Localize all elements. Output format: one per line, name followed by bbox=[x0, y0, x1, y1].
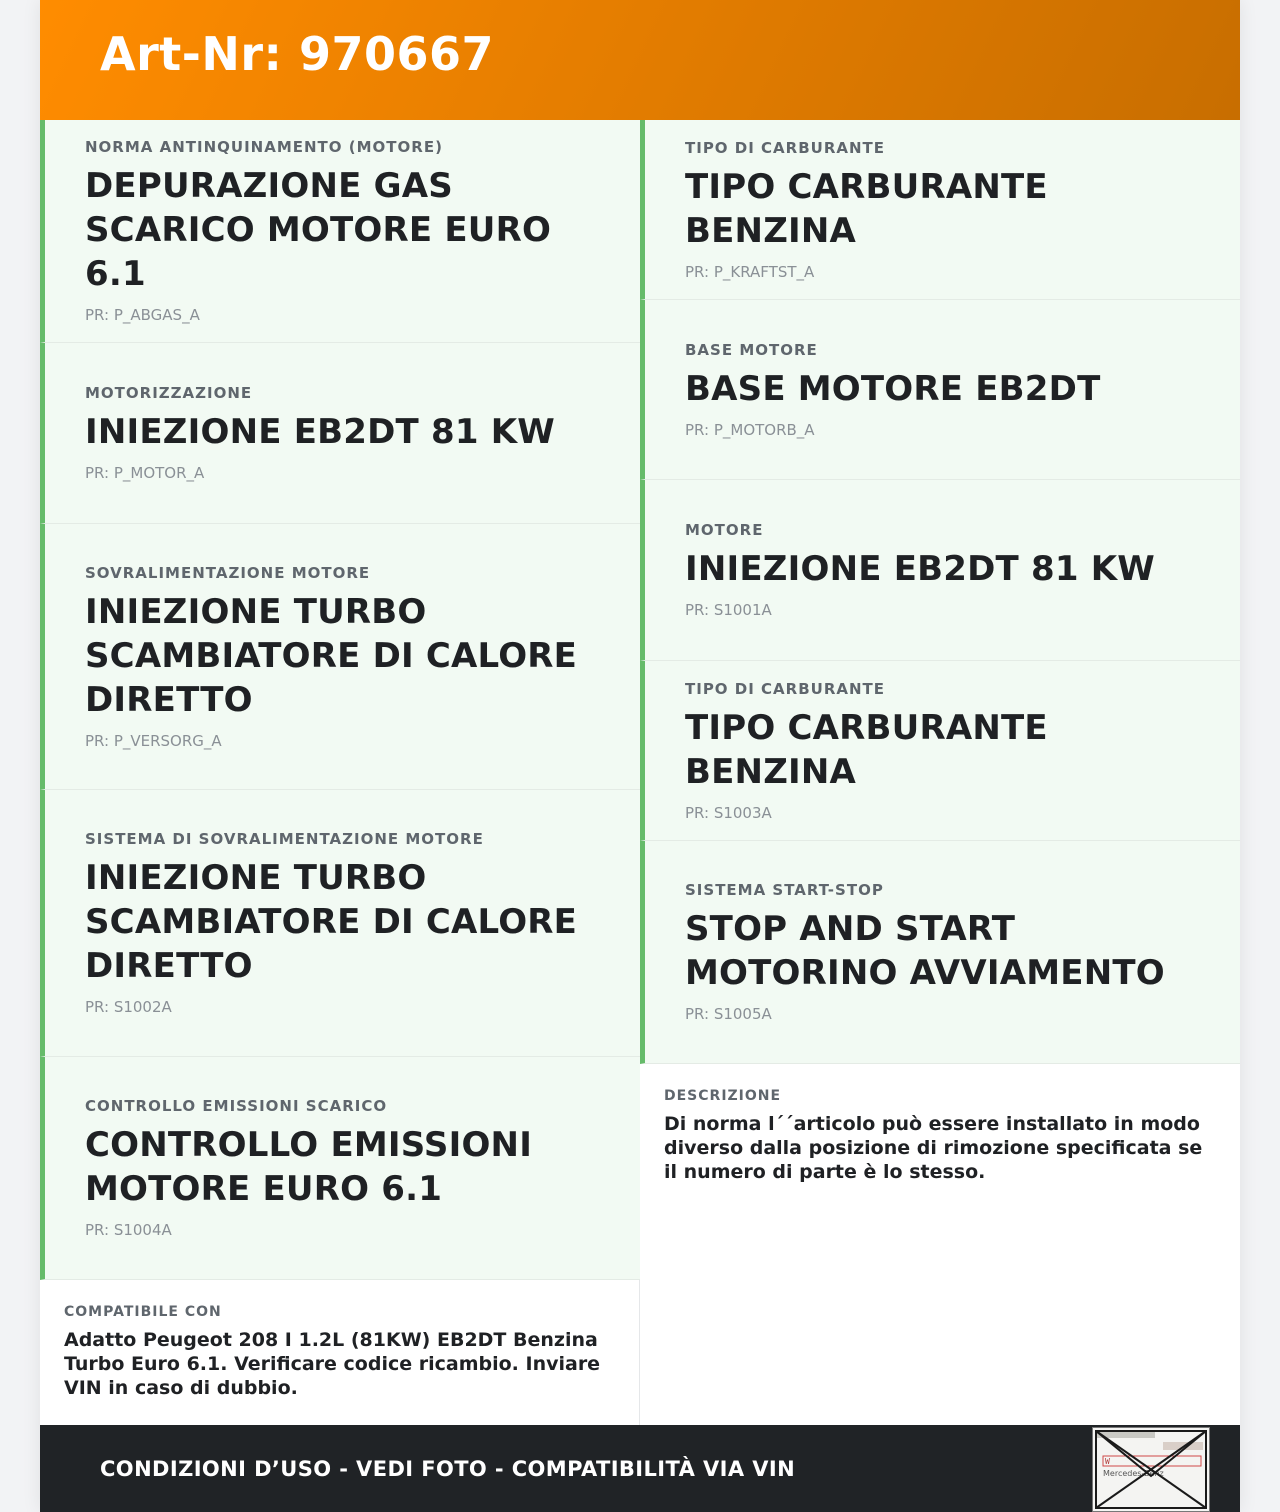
thumb-brand-text: Mercedes-Benz bbox=[1103, 1469, 1164, 1478]
spec-card bbox=[40, 524, 640, 790]
spec-value: STOP AND START MOTORINO AVVIAMENTO bbox=[685, 909, 1165, 993]
spec-code: PR: P_KRAFTST_A bbox=[685, 262, 815, 281]
spec-label: TIPO DI CARBURANTE bbox=[685, 138, 886, 157]
spec-code: PR: S1005A bbox=[685, 1005, 772, 1023]
right-column bbox=[640, 120, 1240, 1425]
spec-code: PR: S1002A bbox=[85, 998, 172, 1016]
footer-bar bbox=[40, 1425, 1240, 1512]
spec-code: PR: S1003A bbox=[685, 803, 772, 822]
spec-code: PR: P_VERSORG_A bbox=[85, 731, 222, 750]
compatible-label: COMPATIBILE CON bbox=[64, 1304, 222, 1320]
spec-card bbox=[40, 790, 640, 1057]
spec-card bbox=[640, 120, 1240, 300]
spec-card bbox=[640, 841, 1240, 1064]
spec-value: CONTROLLO EMISSIONI MOTORE EURO 6.1 bbox=[85, 1125, 533, 1209]
spec-code: PR: P_MOTOR_A bbox=[85, 464, 205, 482]
spec-label: MOTORE bbox=[685, 521, 764, 539]
spec-code: PR: S1004A bbox=[85, 1221, 172, 1239]
spec-code: PR: P_MOTORB_A bbox=[685, 420, 815, 439]
spec-card bbox=[40, 120, 640, 343]
description-section bbox=[640, 1088, 1240, 1184]
part-photo-thumbnail[interactable] bbox=[1092, 1427, 1210, 1512]
compatible-with-section bbox=[40, 1304, 640, 1400]
spec-code: PR: S1001A bbox=[685, 601, 772, 619]
spec-label: SISTEMA START-STOP bbox=[685, 881, 884, 899]
spec-card bbox=[640, 300, 1240, 480]
page-title: Art-Nr: 970667 bbox=[100, 27, 495, 81]
spec-card bbox=[40, 343, 640, 524]
spec-label: NORMA ANTINQUINAMENTO (MOTORE) bbox=[85, 138, 443, 156]
spec-value: TIPO CARBURANTE BENZINA bbox=[685, 166, 1048, 251]
spec-code: PR: P_ABGAS_A bbox=[85, 306, 200, 324]
spec-value: TIPO CARBURANTE BENZINA bbox=[685, 707, 1048, 792]
spec-label: BASE MOTORE bbox=[685, 340, 818, 359]
spec-value: INIEZIONE TURBO SCAMBIATORE DI CALORE DIRETTO bbox=[85, 591, 578, 720]
spec-card bbox=[640, 661, 1240, 841]
spec-label: CONTROLLO EMISSIONI SCARICO bbox=[85, 1097, 388, 1115]
left-column bbox=[40, 120, 640, 1425]
spec-value: DEPURAZIONE GAS SCARICO MOTORE EURO 6.1 bbox=[85, 166, 552, 294]
header-bar bbox=[40, 0, 1240, 120]
spec-value: INIEZIONE EB2DT 81 KW bbox=[85, 412, 555, 452]
page bbox=[40, 0, 1240, 1512]
compatible-text: Adatto Peugeot 208 I 1.2L (81KW) EB2DT Benzina Turbo Euro 6.1. Verificare codice ricambio. Inviare VIN in caso di dubbio. bbox=[64, 1329, 601, 1399]
description-text: Di norma l´´articolo può essere installato in modo diverso dalla posizione di rimozione specificata se il numero di parte è lo stesso. bbox=[664, 1113, 1203, 1183]
description-label: DESCRIZIONE bbox=[664, 1088, 782, 1104]
spec-card bbox=[640, 480, 1240, 661]
footer-links[interactable]: CONDIZIONI D’USO - VEDI FOTO - COMPATIBILITÀ VIA VIN bbox=[100, 1456, 796, 1481]
spec-card bbox=[40, 1057, 640, 1280]
spec-value: INIEZIONE EB2DT 81 KW bbox=[685, 549, 1155, 589]
thumb-code-text: W bbox=[1105, 1457, 1110, 1466]
spec-label: SISTEMA DI SOVRALIMENTAZIONE MOTORE bbox=[85, 830, 484, 848]
spec-value: BASE MOTORE EB2DT bbox=[685, 368, 1101, 409]
spec-label: TIPO DI CARBURANTE bbox=[685, 679, 886, 698]
envelope-icon bbox=[1093, 1428, 1209, 1511]
spec-columns bbox=[40, 120, 1240, 1425]
spec-label: SOVRALIMENTAZIONE MOTORE bbox=[85, 563, 371, 582]
spec-value: INIEZIONE TURBO SCAMBIATORE DI CALORE DIRETTO bbox=[85, 858, 578, 986]
spec-label: MOTORIZZAZIONE bbox=[85, 384, 253, 402]
